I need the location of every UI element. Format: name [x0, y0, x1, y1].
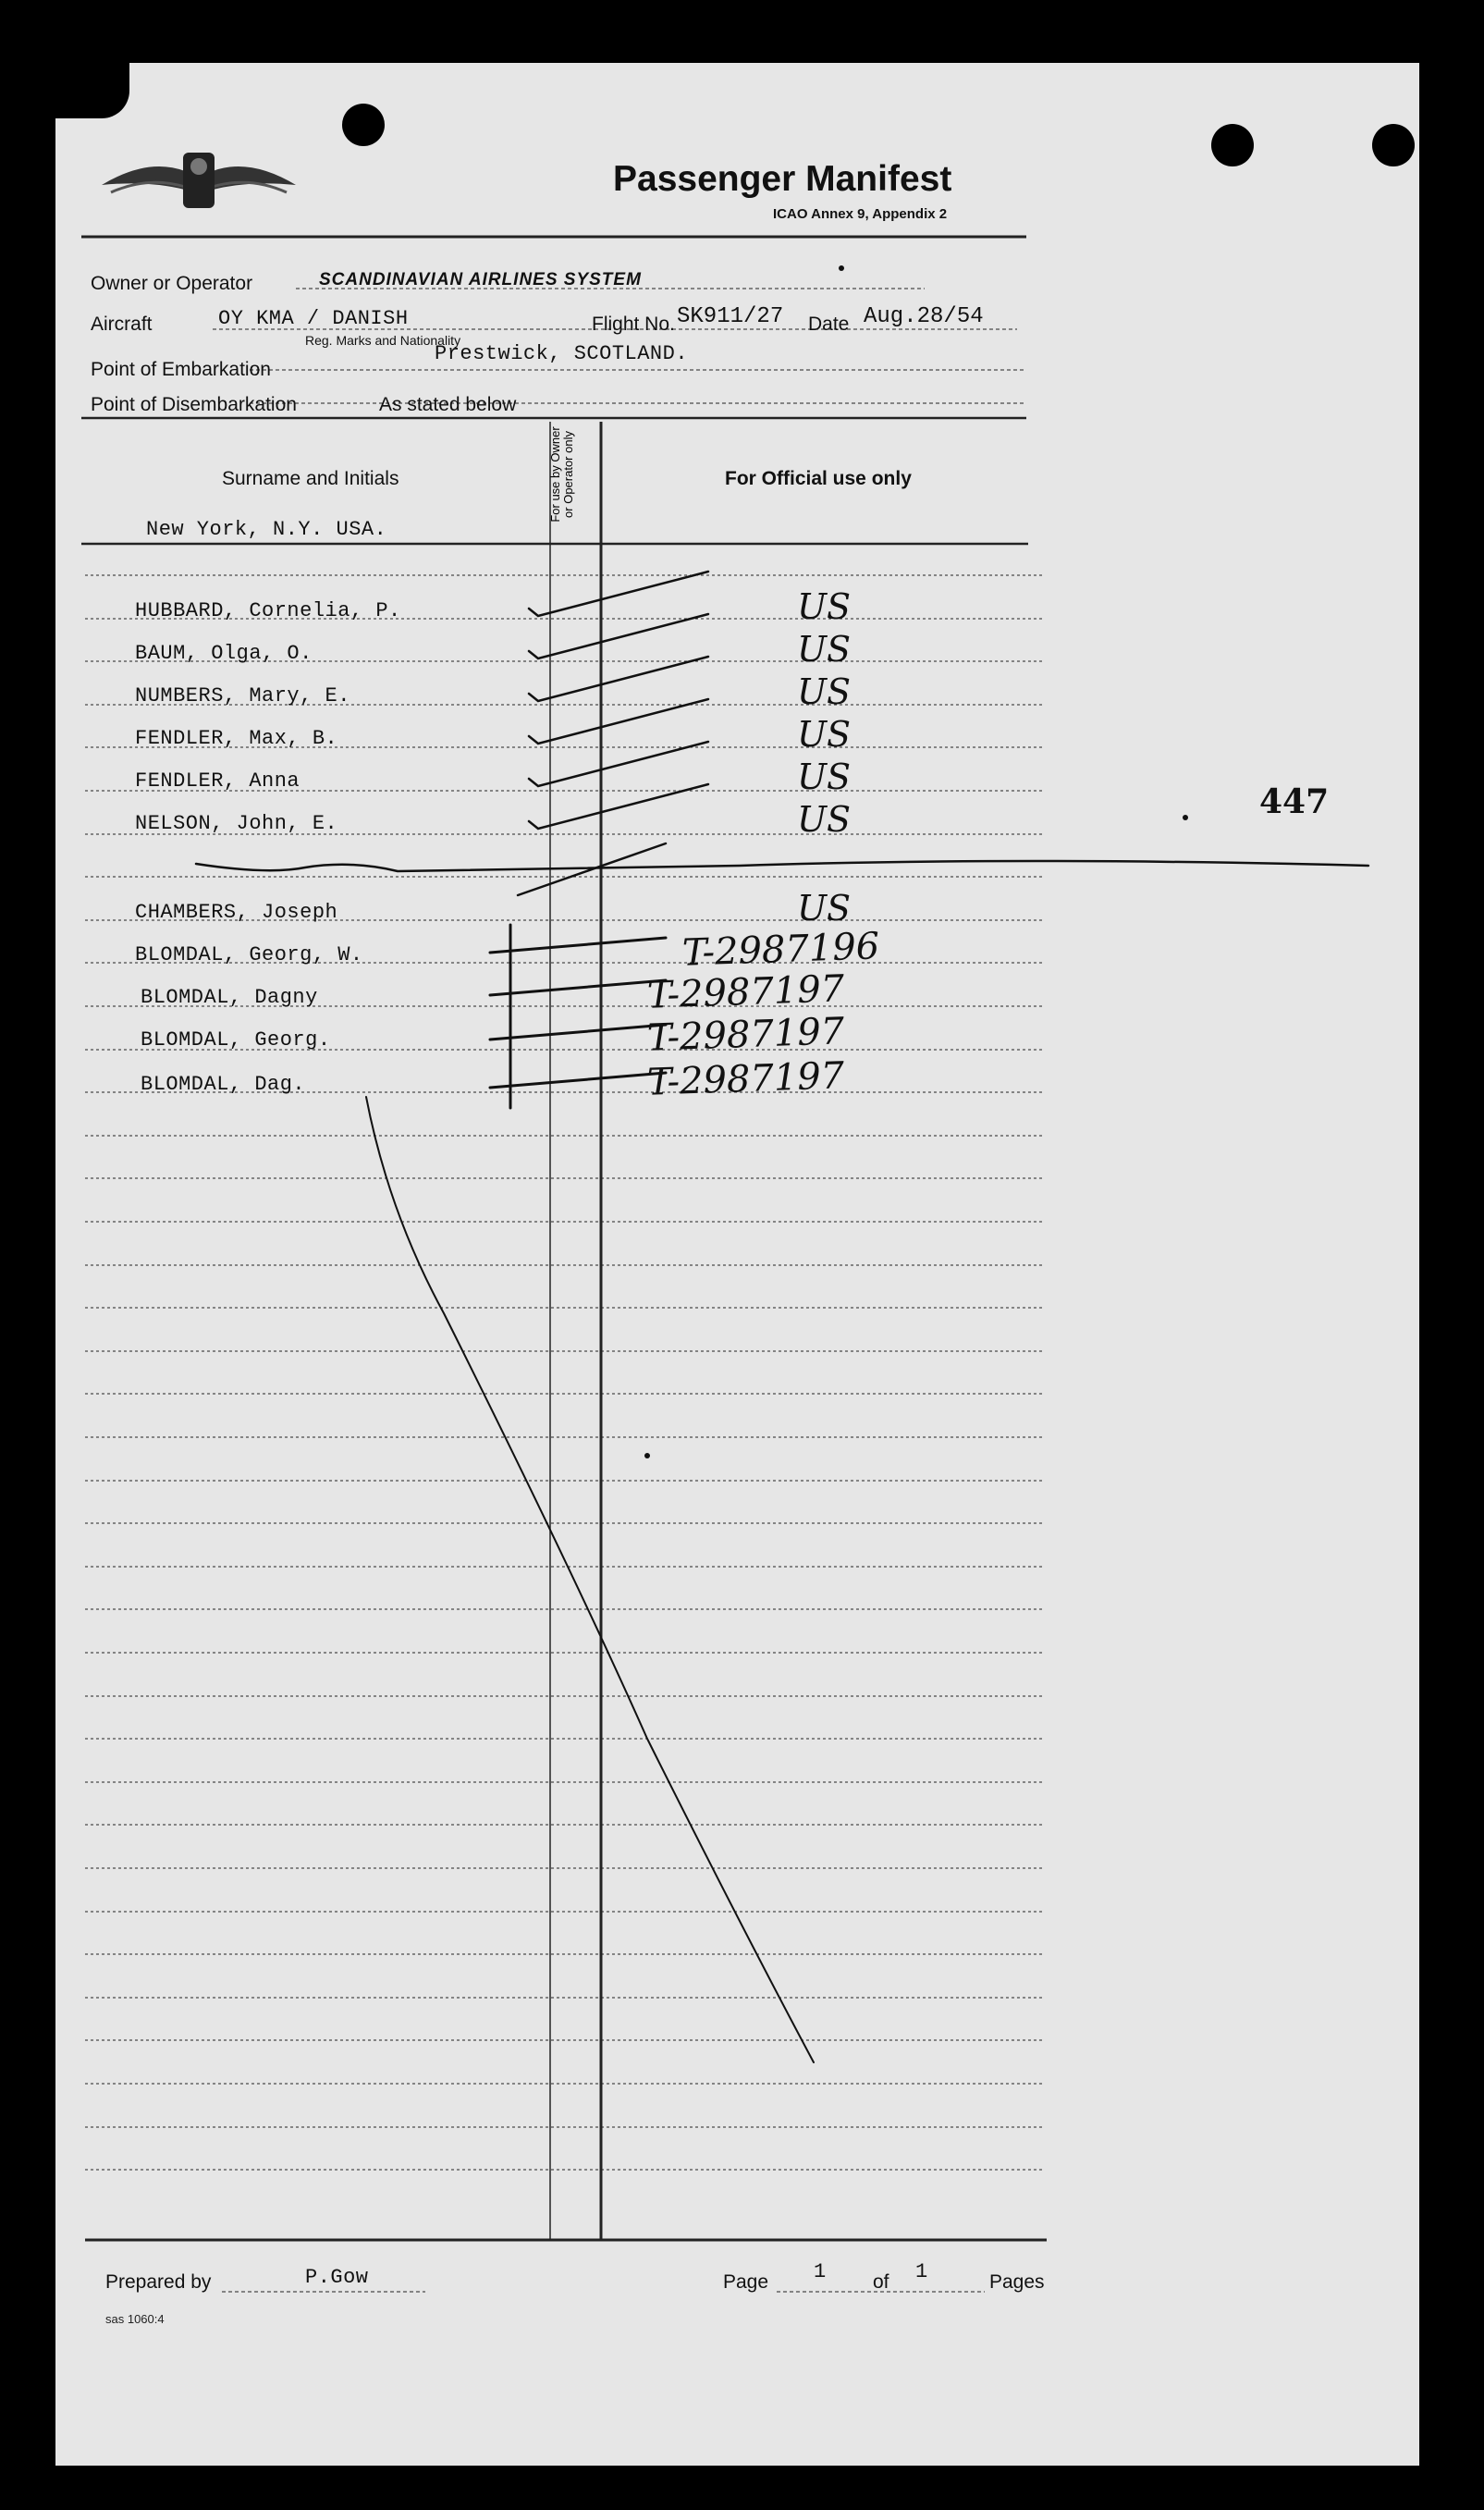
- official-use-entry: T-2987196: [681, 925, 880, 975]
- owner-value: SCANDINAVIAN AIRLINES SYSTEM: [319, 270, 642, 289]
- official-use-entry: US: [797, 714, 852, 755]
- passenger-name: BLOMDAL, Georg, W.: [135, 943, 363, 966]
- reg-marks-caption: Reg. Marks and Nationality: [305, 333, 461, 348]
- destination-value: New York, N.Y. USA.: [146, 518, 387, 541]
- official-use-entry: T-2987197: [646, 1054, 845, 1104]
- ink-dot: [644, 1453, 650, 1458]
- page-label: Page: [723, 2271, 769, 2293]
- bracket-stroke: [490, 980, 666, 995]
- owner-label: Owner or Operator: [91, 273, 253, 294]
- prepared-by-value: P.Gow: [305, 2266, 369, 2289]
- owner-use-header: For use by Owner or Operator only: [548, 426, 575, 523]
- flight-no-label: Flight No.: [592, 314, 675, 335]
- prepared-by-label: Prepared by: [105, 2271, 212, 2293]
- official-use-entry: US: [797, 888, 852, 929]
- date-value: Aug.28/54: [864, 304, 984, 329]
- disembarkation-label: Point of Disembarkation: [91, 394, 297, 415]
- as-stated-label: As stated below: [379, 394, 517, 415]
- passenger-name: BLOMDAL, Georg.: [141, 1028, 331, 1052]
- official-use-header: For Official use only: [725, 468, 912, 489]
- official-use-entry: T-2987197: [646, 1010, 845, 1060]
- embarkation-label: Point of Embarkation: [91, 359, 271, 380]
- official-use-entry: US: [797, 757, 852, 797]
- bracket-stroke: [490, 938, 666, 953]
- of-pages-value: 1: [915, 2260, 928, 2283]
- aircraft-label: Aircraft: [91, 314, 153, 335]
- check-mark: [529, 614, 708, 658]
- date-label: Date: [808, 314, 850, 335]
- passenger-name: CHAMBERS, Joseph: [135, 901, 338, 924]
- check-mark: [529, 572, 708, 616]
- passenger-name: FENDLER, Anna: [135, 769, 300, 793]
- page-value: 1: [814, 2260, 827, 2283]
- check-mark: [529, 742, 708, 786]
- of-label: of: [873, 2271, 889, 2293]
- embarkation-value: Prestwick, SCOTLAND.: [435, 342, 689, 365]
- official-use-entry: US: [797, 671, 852, 712]
- passenger-name: BLOMDAL, Dag.: [141, 1073, 306, 1096]
- passenger-name: BLOMDAL, Dagny: [141, 986, 318, 1009]
- bracket-stroke: [490, 1025, 666, 1040]
- ink-dot: [839, 265, 844, 271]
- official-use-entry: US: [797, 629, 852, 670]
- passenger-name: BAUM, Olga, O.: [135, 642, 313, 665]
- official-use-entry: T-2987197: [646, 967, 845, 1017]
- form-title: Passenger Manifest: [613, 159, 952, 199]
- airline-winged-logo: [92, 139, 305, 222]
- check-mark: [529, 699, 708, 744]
- dividing-line: [196, 861, 1368, 871]
- passenger-name: NUMBERS, Mary, E.: [135, 684, 350, 707]
- check-mark: [529, 657, 708, 701]
- passenger-name: NELSON, John, E.: [135, 812, 338, 835]
- official-use-entry: US: [797, 586, 852, 627]
- passenger-name: HUBBARD, Cornelia, P.: [135, 599, 401, 622]
- ink-dot: [1183, 815, 1188, 820]
- flight-no-value: SK911/27: [677, 304, 784, 329]
- pages-label: Pages: [989, 2271, 1045, 2293]
- form-subtitle: ICAO Annex 9, Appendix 2: [773, 206, 948, 222]
- passenger-name: FENDLER, Max, B.: [135, 727, 338, 750]
- official-use-entry: US: [797, 799, 852, 840]
- stamp-number: 447: [1259, 782, 1330, 821]
- surname-header: Surname and Initials: [222, 468, 399, 489]
- aircraft-value: OY KMA / DANISH: [218, 307, 409, 330]
- bracket-stroke: [490, 1073, 666, 1088]
- form-code: sas 1060:4: [105, 2312, 165, 2326]
- diagonal-strike-line: [366, 1097, 814, 2062]
